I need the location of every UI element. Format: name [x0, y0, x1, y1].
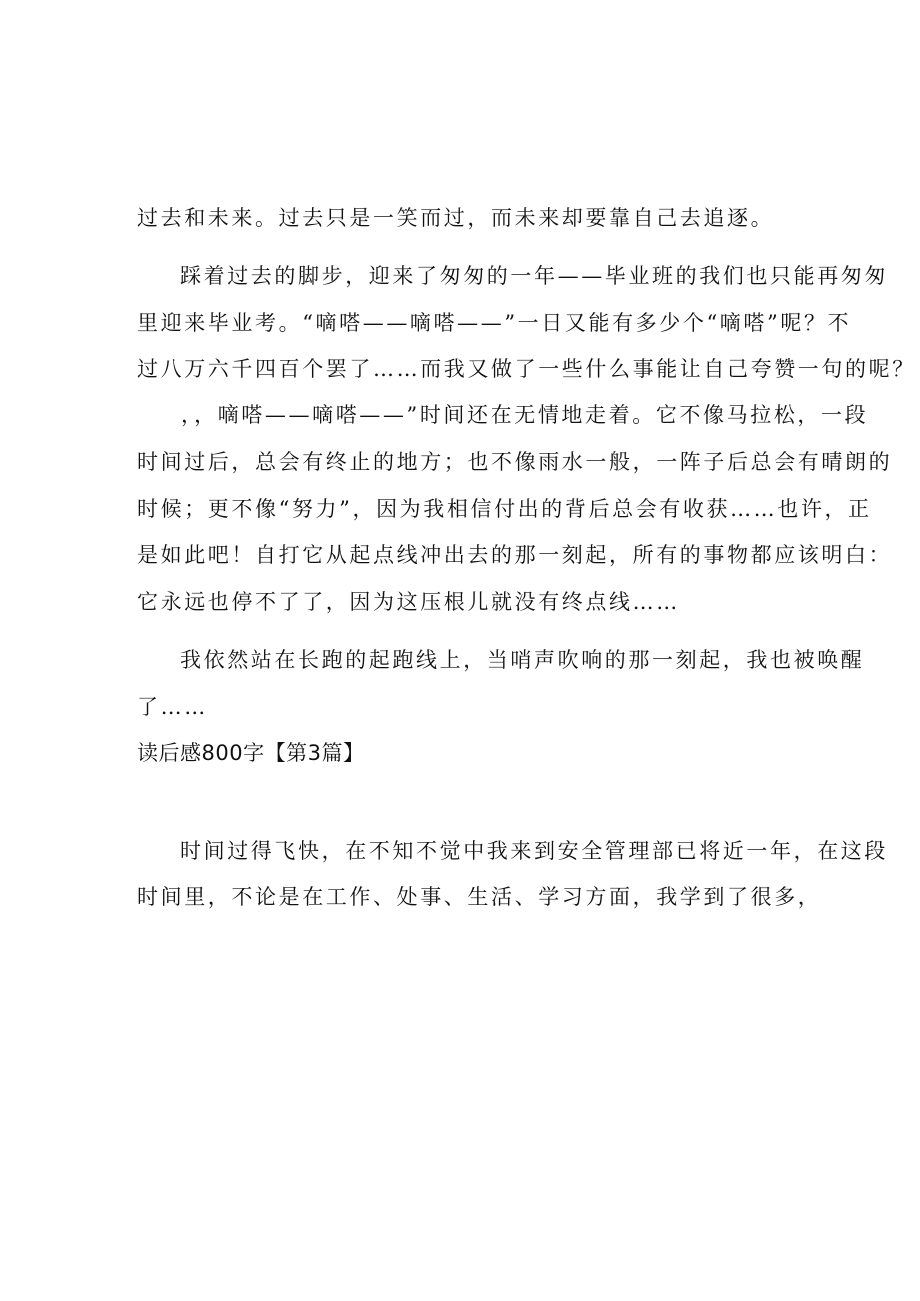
text-line-3: 里迎来毕业考。“嘀嗒——嘀嗒——”一日又能有多少个“嘀嗒”呢？不: [137, 311, 852, 335]
text-line-9: 它永远也停不了了，因为这压根儿就没有终点线……: [137, 590, 680, 614]
paragraph-start-line: 踩着过去的脚步，迎来了匆匆的一年——毕业班的我们也只能再匆匆: [180, 264, 888, 288]
paragraph-start-line: 我依然站在长跑的起跑线上，当哨声吹响的那一刻起，我也被唤醒: [180, 648, 865, 672]
paragraph-start-line: 时间过得飞快，在不知不觉中我来到安全管理部已将近一年，在这段: [180, 839, 888, 863]
paragraph-start-line: ，，嘀嗒——嘀嗒——”时间还在无情地走着。它不像马拉松，一段: [181, 403, 869, 427]
section-heading: 读后感800字【第3篇】: [137, 741, 365, 765]
text-line-8: 是如此吧！自打它从起点线冲出去的那一刻起，所有的事物都应该明白：: [137, 543, 893, 567]
text-line-4: 过八万六千四百个罢了……而我又做了一些什么事能让自己夸赞一句的呢？: [137, 357, 916, 381]
text-line-6: 时间过后，总会有终止的地方；也不像雨水一般，一阵子后总会有晴朗的: [137, 450, 893, 474]
text-line-14: 时间里，不论是在工作、处事、生活、学习方面，我学到了很多，: [137, 885, 822, 909]
text-line-1: 过去和未来。过去只是一笑而过，而未来却要靠自己去追逐。: [137, 206, 775, 230]
text-line-11: 了……: [137, 695, 208, 719]
text-line-7: 时候；更不像“努力”，因为我相信付出的背后总会有收获……也许，正: [137, 497, 872, 521]
